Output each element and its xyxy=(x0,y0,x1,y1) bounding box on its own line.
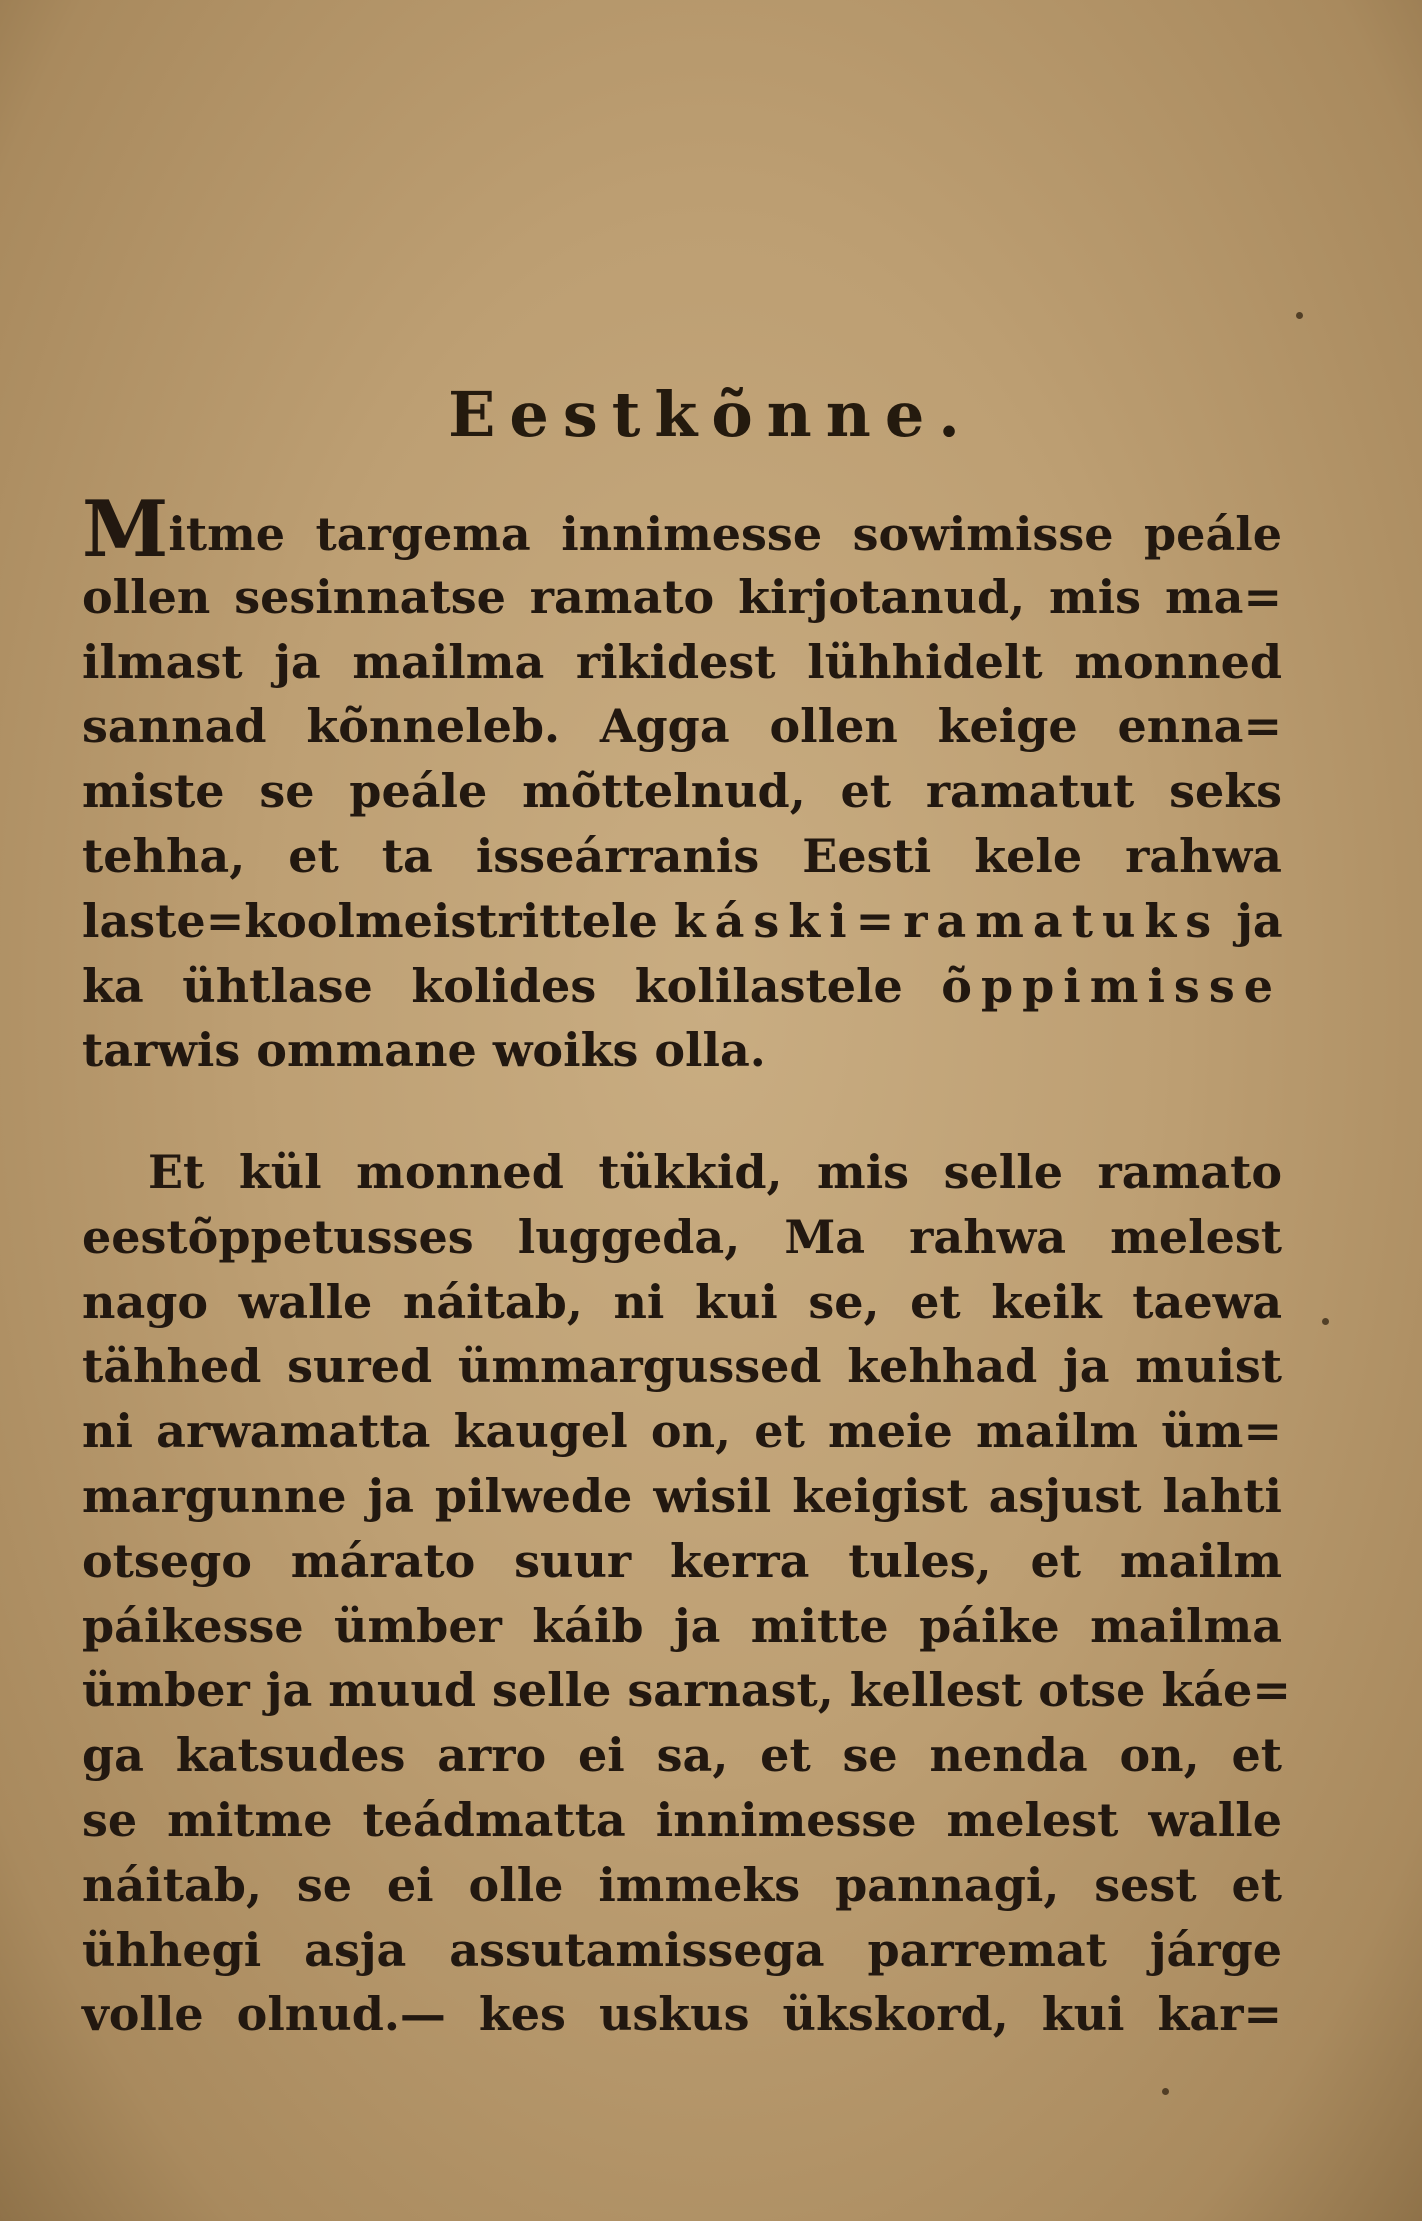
text-line: ühhegi asja assutamissega parremat járge xyxy=(82,1922,1282,1977)
ink-speck xyxy=(1296,312,1303,319)
text-line-content: ka ühtlase kolides kolilastele õppimisse xyxy=(82,958,1282,1013)
spaced-word: káski=ramatuks xyxy=(673,893,1221,948)
text-line: Et kül monned tükkid, mis selle ramato xyxy=(148,1145,1282,1199)
text-line xyxy=(82,484,1282,575)
text-line: ga katsudes arro ei sa, et se nenda on, et xyxy=(82,1728,1282,1783)
text-line: otsego márato suur kerra tules, et mailm xyxy=(82,1533,1282,1588)
drop-cap: M xyxy=(82,484,169,575)
text-line: ollen sesinnatse ramato kirjotanud, mis ma= xyxy=(82,569,1282,624)
text-line xyxy=(82,954,1282,1019)
text-line: tehha, et ta isseárranis Eesti kele rahwa xyxy=(82,828,1282,883)
text-line: ilmast ja mailma rikidest lühhidelt monned xyxy=(82,634,1282,689)
text-line: se mitme teádmatta innimesse melest walle xyxy=(82,1792,1282,1847)
text-line xyxy=(82,889,1282,954)
text-line: tähhed sured ümmargussed kehhad ja muist xyxy=(82,1339,1282,1394)
text-line: eestõppetusses luggeda, Ma rahwa melest xyxy=(82,1209,1282,1264)
spaced-word: õppimisse xyxy=(941,958,1282,1013)
text-line: miste se peále mõttelnud, et ramatut seks xyxy=(82,764,1282,819)
text-line: páikesse ümber káib ja mitte páike mailma xyxy=(82,1598,1282,1653)
ink-speck xyxy=(1322,1318,1329,1325)
paragraph-2 xyxy=(82,1140,1291,2047)
text-line: margunne ja pilwede wisil keigist asjust lahti xyxy=(82,1468,1282,1523)
text-line-content: laste=koolmeistrittele káski=ramatuks ja xyxy=(82,893,1283,948)
page-heading: Eestkõnne. xyxy=(448,378,974,451)
ink-speck xyxy=(1162,2088,1169,2095)
text-line: nago walle náitab, ni kui se, et keik taewa xyxy=(82,1274,1282,1329)
text-line-content: itme targema innimesse sowimisse peále xyxy=(168,507,1282,561)
text-line: volle olnud.— kes uskus ükskord, kui kar= xyxy=(82,1987,1282,2042)
text-line: sannad kõnneleb. Agga ollen keige enna= xyxy=(82,699,1282,754)
text-line: náitab, se ei olle immeks pannagi, sest et xyxy=(82,1857,1282,1912)
text-line: ümber ja muud selle sarnast, kellest otse káe= xyxy=(82,1663,1291,1718)
text-line: tarwis ommane woiks olla. xyxy=(82,1023,766,1078)
paragraph-1 xyxy=(82,484,1283,1083)
text-line: ni arwamatta kaugel on, et meie mailm üm= xyxy=(82,1404,1282,1459)
